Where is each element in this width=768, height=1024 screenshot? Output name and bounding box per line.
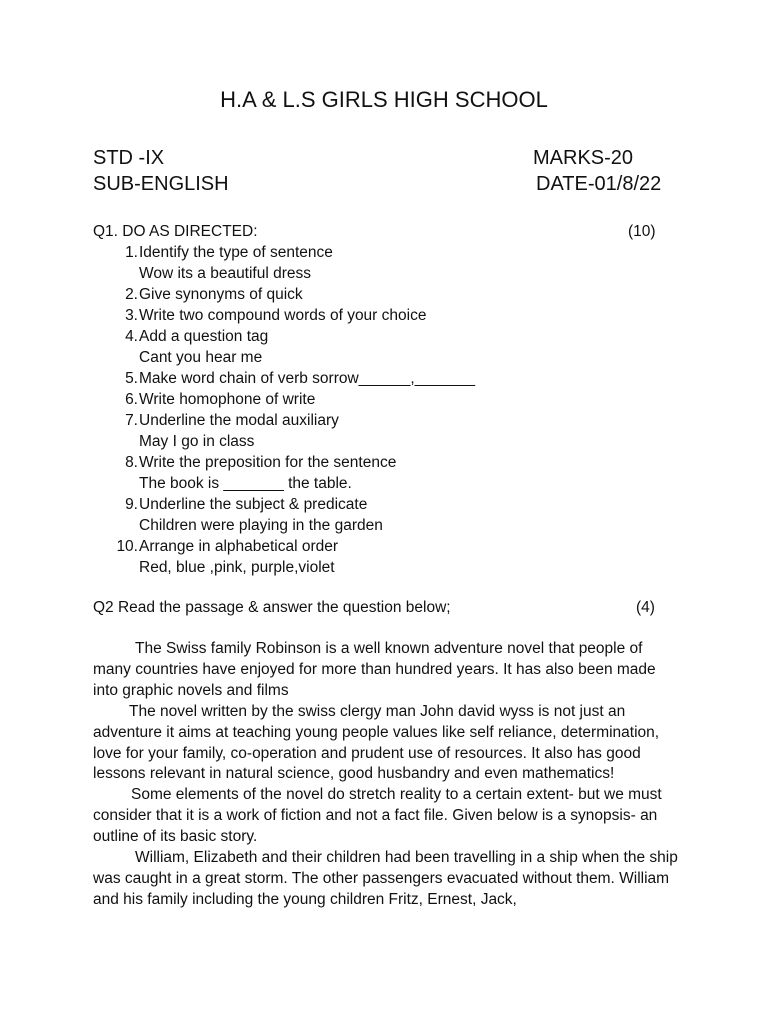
item-number: 3. [125, 307, 138, 324]
list-item [93, 557, 693, 578]
subject-label: SUB-ENGLISH [93, 173, 229, 195]
item-text: Arrange in alphabetical order [139, 538, 339, 555]
item-number: 7. [125, 412, 138, 429]
list-item [93, 326, 693, 347]
item-text: Underline the modal auxiliary [139, 412, 339, 429]
school-name: H.A & L.S GIRLS HIGH SCHOOL [220, 87, 548, 112]
item-text: Red, blue ,pink, purple,violet [139, 559, 335, 576]
item-text: Wow its a beautiful dress [139, 265, 312, 282]
list-item [93, 536, 693, 557]
list-item [93, 284, 693, 305]
item-number: 5. [125, 370, 138, 387]
reading-passage [93, 639, 683, 911]
item-number: 1. [125, 244, 138, 261]
q1-heading: Q1. DO AS DIRECTED: [93, 223, 258, 240]
standard-label: STD -IX [93, 147, 165, 169]
item-text: The book is _______ the table. [139, 475, 352, 492]
item-number: 9. [125, 496, 138, 513]
list-item [93, 347, 693, 368]
passage-paragraph: The Swiss family Robinson is a well known adventure novel that people of many countries have enjoyed for more than hundred years. It has also been made into graphic novels and films [93, 640, 656, 699]
list-item [93, 515, 693, 536]
passage-paragraph: Some elements of the novel do stretch reality to a certain extent- but we must consider that it is a work of fiction and not a fact file. Given below is a synopsis- an outline of its basic story. [93, 786, 662, 846]
item-number: 8. [125, 454, 138, 471]
item-number: 4. [125, 328, 138, 345]
marks-label: MARKS-20 [533, 147, 634, 169]
item-text: Give synonyms of quick [139, 286, 303, 303]
list-item [93, 242, 693, 263]
list-item [93, 263, 693, 284]
item-number: 10. [116, 538, 138, 555]
item-text: Underline the subject & predicate [139, 496, 368, 513]
item-text: May I go in class [139, 433, 255, 450]
q2-heading: Q2 Read the passage & answer the question below; [93, 599, 451, 616]
item-text: Identify the type of sentence [139, 244, 333, 261]
passage-paragraph: William, Elizabeth and their children had been travelling in a ship when the ship was caught in a great storm. The other passengers evacuated without them. William and his family including the young children Fritz, Ernest, Jack, [93, 849, 678, 908]
q2-marks: (4) [636, 599, 655, 616]
list-item [93, 368, 693, 389]
passage-paragraph: The novel written by the swiss clergy man John david wyss is not just an adventure it aims at teaching young people values like self reliance, determination, love for your family, co-operation and prudent use of resources. It also has good lessons relevant in natural science, good husbandry and even mathematics! [93, 702, 660, 783]
item-number: 6. [125, 391, 138, 408]
list-item [93, 452, 693, 473]
item-text: Write the preposition for the sentence [139, 454, 397, 471]
item-number: 2. [125, 286, 138, 303]
list-item [93, 410, 693, 431]
item-text: Children were playing in the garden [139, 517, 383, 534]
item-text: Write homophone of write [139, 391, 316, 408]
item-text: Make word chain of verb sorrow______,_______ [139, 370, 476, 387]
list-item [93, 305, 693, 326]
q1-marks: (10) [628, 223, 656, 240]
item-text: Add a question tag [139, 328, 269, 345]
list-item [93, 494, 693, 515]
list-item [93, 389, 693, 410]
list-item [93, 473, 693, 494]
list-item [93, 431, 693, 452]
item-text: Write two compound words of your choice [139, 307, 427, 324]
date-label: DATE-01/8/22 [536, 173, 662, 195]
q1-question-list [93, 242, 693, 578]
item-text: Cant you hear me [139, 349, 263, 366]
